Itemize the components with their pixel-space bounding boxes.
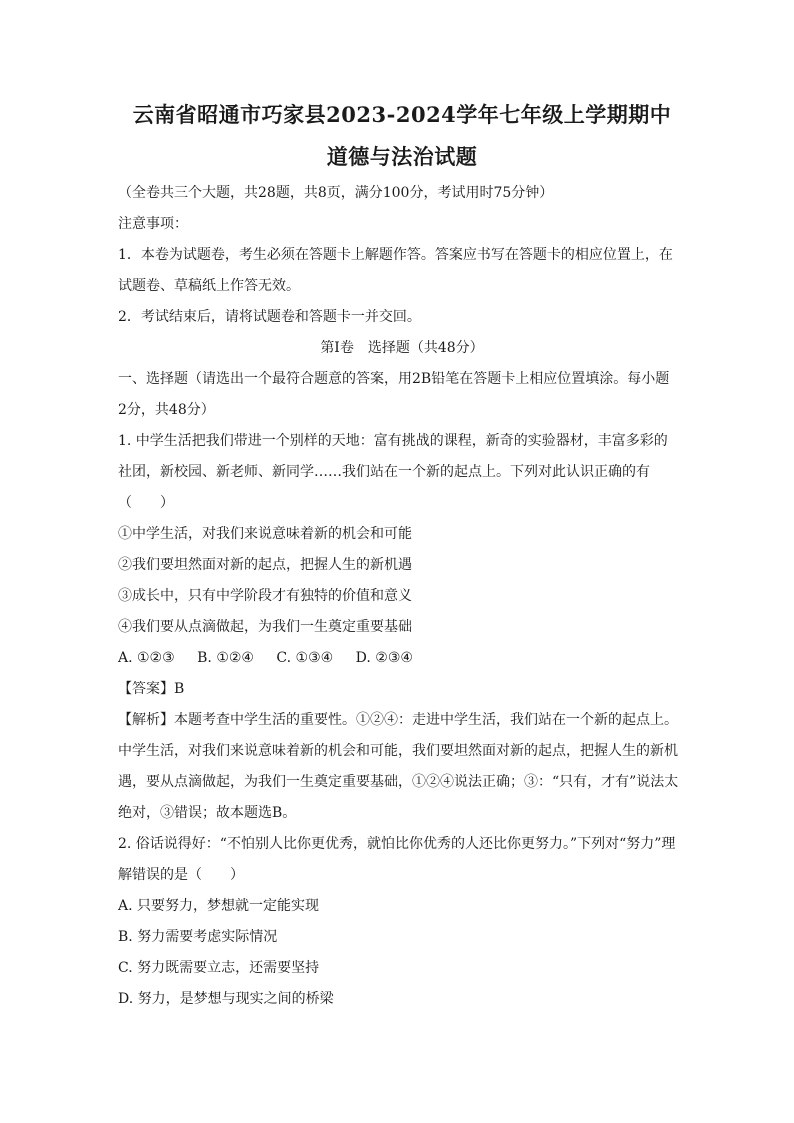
note-item-1-line2: 试题卷、草稿纸上作答无效。 bbox=[118, 278, 300, 294]
question-1-options bbox=[118, 643, 686, 674]
question-2-option-b: B. 努力需要考虑实际情况 bbox=[118, 929, 278, 945]
question-1-stem-line2: 社团，新校园、新老师、新同学……我们站在一个新的起点上。下列对此认识正确的有 bbox=[118, 464, 650, 480]
exam-title-line1: 云南省昭通市巧家县2023-2024学年七年级上学期期中 bbox=[132, 102, 672, 127]
question-1-answer: 【答案】B bbox=[118, 681, 185, 697]
question-2-option-d: D. 努力，是梦想与现实之间的桥梁 bbox=[118, 991, 334, 1007]
notes-heading: 注意事项： bbox=[118, 216, 188, 232]
question-1-statement-2: ②我们要坦然面对新的起点，把握人生的新机遇 bbox=[118, 557, 412, 573]
question-2-stem-line2: 解错误的是（ ） bbox=[118, 867, 244, 883]
question-1-option-d: D. ②③④ bbox=[355, 650, 413, 666]
question-2-stem-line1: 2. 俗话说得好：“不怕别人比你更优秀，就怕比你优秀的人还比你更努力。”下列对“努力”理 bbox=[118, 836, 676, 852]
exam-page bbox=[118, 100, 686, 1015]
question-2-option-a: A. 只要努力，梦想就一定能实现 bbox=[118, 898, 320, 914]
question-1-analysis-line1: 【解析】本题考查中学生活的重要性。①②④：走进中学生活，我们站在一个新的起点上。 bbox=[118, 712, 678, 728]
question-1-statement-3: ③成长中，只有中学阶段才有独特的价值和意义 bbox=[118, 588, 412, 604]
question-1-stem-line3: （ ） bbox=[118, 495, 174, 511]
question-1-analysis-line4: 绝对，③错误；故本题选B。 bbox=[118, 805, 297, 821]
question-1-option-c: C. ①③④ bbox=[276, 650, 334, 666]
part-title: 第Ⅰ卷 选择题（共48分） bbox=[320, 340, 484, 356]
exam-subtitle: （全卷共三个大题，共28题，共8页，满分100分，考试用时75分钟） bbox=[118, 185, 554, 201]
exam-title-line2: 道德与法治试题 bbox=[326, 144, 478, 169]
note-item-1-line1: 1．本卷为试题卷，考生必须在答题卡上解题作答。答案应书写在答题卡的相应位置上，在 bbox=[118, 247, 673, 263]
question-1-option-b: B. ①②④ bbox=[197, 650, 254, 666]
question-1-analysis-line3: 遇，要从点滴做起，为我们一生奠定重要基础，①②④说法正确；③：“只有，才有”说法太 bbox=[118, 774, 679, 790]
question-1-statement-1: ①中学生活，对我们来说意味着新的机会和可能 bbox=[118, 526, 412, 542]
section-instruction-line1: 一、选择题（请选出一个最符合题意的答案，用2B铅笔在答题卡上相应位置填涂。每小题 bbox=[118, 371, 670, 387]
note-item-2: 2．考试结束后，请将试题卷和答题卡一并交回。 bbox=[118, 309, 421, 325]
question-1-option-a: A. ①②③ bbox=[118, 650, 175, 666]
question-1-statement-4: ④我们要从点滴做起，为我们一生奠定重要基础 bbox=[118, 619, 412, 635]
question-2-option-c: C. 努力既需要立志，还需要坚持 bbox=[118, 960, 320, 976]
question-1-stem-line1: 1. 中学生活把我们带进一个别样的天地：富有挑战的课程，新奇的实验器材，丰富多彩的 bbox=[118, 433, 668, 449]
section-instruction-line2: 2分，共48分） bbox=[118, 402, 215, 418]
question-1-analysis-line2: 中学生活，对我们来说意味着新的机会和可能，我们要坦然面对新的起点，把握人生的新机 bbox=[118, 743, 678, 759]
